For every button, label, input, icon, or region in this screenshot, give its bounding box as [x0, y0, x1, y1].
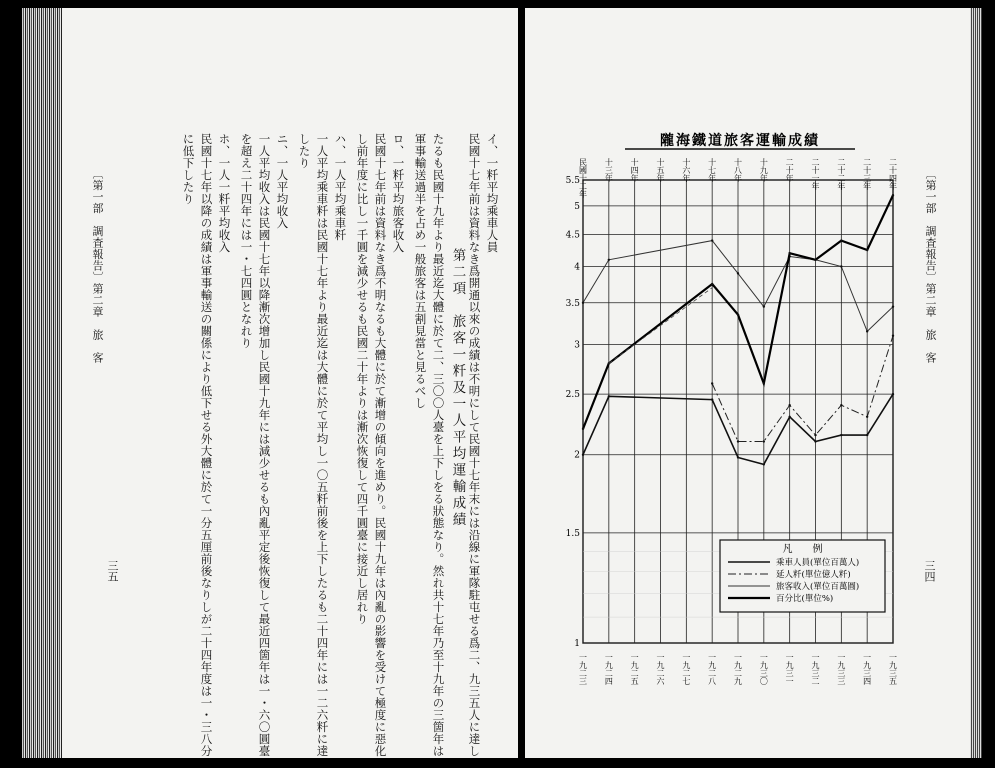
series-point-0 [582, 454, 584, 456]
top-year-label: 十八年 [733, 158, 743, 182]
legend-label: 乘車人員(單位百萬人) [776, 558, 860, 568]
series-point-3 [866, 249, 868, 251]
line-chart [525, 8, 970, 758]
chart-title: 隴海鐵道旅客運輸成績 [660, 133, 820, 149]
para-ho-line-2: に低下したり [181, 133, 196, 205]
section-title: 第二項 旅客一粁及一人平均運輸成績 [449, 248, 466, 529]
series-point-2 [711, 239, 713, 241]
top-year-label: 民國十二年 [578, 158, 588, 198]
para-ro-line-2: し前年度に比し一千圓を減少せるも民國二十年よりは漸次恢復して四千圓臺に接近し居れり [355, 133, 370, 625]
series-point-1 [892, 335, 894, 337]
series-point-3 [711, 283, 713, 285]
ytick-label: 5.5 [565, 176, 580, 186]
series-point-3 [788, 252, 790, 254]
top-year-label: 二十二年 [836, 158, 846, 190]
subheading-ha: ハ、一人平均乘車粁 [333, 133, 348, 241]
series-point-2 [763, 305, 765, 307]
xtick-label: 一九二八 [707, 653, 717, 685]
series-line-1 [712, 336, 893, 442]
para-ni-line-1: 一人平均收入は民國十七年以降漸次增加し民國十九年には減少せるも內亂平定後恢復して最近四箇年は一・六〇圓臺 [257, 133, 272, 757]
para-i-line-1: 民國十七年前は資料なき爲開通以來の成績は不明にして民國十七年末には沿線に軍隊駐屯せる爲二、九三五人に達し [467, 133, 482, 757]
top-year-label: 十四年 [630, 158, 640, 182]
xtick-label: 一九三三 [836, 653, 846, 685]
subheading-i: イ、一粁平均乘車人員 [485, 133, 500, 253]
book-edge [970, 8, 982, 758]
series-point-3 [737, 313, 739, 315]
para-ro-line-1: 民國十七年前は資料なき爲不明なるも大體に於て漸增の傾向を進めり。民國十九年は內亂の影響を受けて極度に惡化 [373, 133, 388, 757]
series-point-2 [737, 272, 739, 274]
series-point-3 [582, 428, 584, 430]
legend-label: 百分比(單位%) [776, 594, 834, 604]
series-point-0 [737, 456, 739, 458]
top-year-label: 二十四年 [888, 158, 898, 190]
subheading-ho: ホ、一人一粁平均收入 [217, 133, 232, 253]
series-point-0 [788, 416, 790, 418]
para-ha-line-2: したり [297, 133, 312, 169]
para-ni-line-2: を超え二十四年には一・七四圓となれり [239, 133, 254, 349]
top-year-label: 二十年 [785, 158, 795, 182]
top-year-label: 十九年 [759, 158, 769, 182]
ytick-label: 4 [574, 262, 580, 273]
xtick-label: 一九二七 [681, 653, 691, 685]
top-year-label: 十五年 [656, 158, 665, 182]
series-point-1 [737, 440, 739, 442]
series-point-3 [892, 194, 894, 196]
xtick-label: 一九三〇 [759, 653, 769, 685]
running-head-right: 〔第一部 調査報告〕第二章 旅 客 [924, 168, 937, 364]
series-point-0 [840, 434, 842, 436]
xtick-label: 一九三四 [862, 653, 872, 685]
para-ha-line-1: 一人平均乘車粁は民國十七年より最近迄は大體に於て平均し一〇五粁前後を上下したるも二十四年には一二六粁に達 [315, 133, 330, 757]
xtick-label: 一九三二 [811, 653, 820, 685]
subheading-ro: ロ、一粁平均旅客收入 [391, 133, 406, 253]
ytick-label: 2.5 [565, 390, 580, 401]
ytick-label: 4.5 [565, 230, 580, 241]
ytick-label: 1 [574, 639, 580, 649]
chart-legend [720, 540, 885, 612]
ytick-label: 2 [574, 450, 580, 461]
subheading-ni: ニ、一人平均收入 [275, 133, 290, 229]
ytick-label: 3 [574, 340, 580, 351]
series-point-3 [814, 259, 816, 261]
legend-label: 延人粁(單位億人粁) [776, 570, 851, 580]
para-ho-line-1: 民國十七年以降の成績は軍事輸送の關係により低下せる外大體に於て一分五厘前後なりしが二十四年度は一・三八分 [199, 133, 214, 757]
series-point-0 [866, 434, 868, 436]
para-i-line-3: 軍事輸送過半を占め一般旅客は五割見當と見るべし [413, 133, 428, 409]
series-point-2 [892, 305, 894, 307]
series-point-1 [711, 382, 713, 384]
right-page [525, 8, 970, 758]
series-point-1 [866, 416, 868, 418]
book-spine-edge [22, 8, 62, 758]
page-number: 三五 [106, 560, 119, 582]
xtick-label: 一九二九 [733, 653, 743, 685]
series-point-2 [608, 259, 610, 261]
series-point-0 [711, 398, 713, 400]
series-point-1 [814, 434, 816, 436]
xtick-label: 一九二四 [604, 653, 614, 685]
page-number-right: 三四 [923, 560, 936, 582]
ytick-label: 3.5 [565, 298, 580, 309]
series-point-2 [840, 265, 842, 267]
left-page [62, 8, 518, 758]
series-point-3 [763, 382, 765, 384]
xtick-label: 一九二六 [656, 653, 665, 685]
series-point-3 [840, 239, 842, 241]
series-point-2 [866, 330, 868, 332]
para-i-line-2: たるも民國十九年より最近迄大體に於て二、三〇〇人臺を上下しをる狀態なり。然れ共十七年乃至十九年の三箇年は [431, 133, 446, 757]
xtick-label: 一九二三 [578, 653, 588, 685]
top-year-label: 十七年 [707, 158, 717, 182]
xtick-label: 一九二五 [630, 653, 640, 685]
top-year-label: 二十一年 [811, 158, 820, 190]
series-point-0 [763, 463, 765, 465]
series-point-0 [892, 393, 894, 395]
series-point-1 [840, 404, 842, 406]
legend-label: 旅客收入(單位百萬圓) [776, 582, 860, 592]
series-point-1 [763, 440, 765, 442]
top-year-label: 二十三年 [862, 158, 872, 190]
ytick-label: 5 [574, 201, 580, 212]
series-point-1 [788, 404, 790, 406]
ytick-label: 1.5 [565, 528, 580, 539]
running-head: 〔第一部 調査報告〕第二章 旅 客 [91, 168, 104, 364]
xtick-label: 一九三一 [785, 653, 795, 685]
series-point-0 [608, 395, 610, 397]
xtick-label: 一九三五 [888, 653, 898, 685]
top-year-label: 十六年 [681, 158, 691, 182]
legend-title: 凡 例 [782, 544, 823, 555]
series-point-2 [582, 302, 584, 304]
series-point-0 [814, 440, 816, 442]
top-year-label: 十三年 [604, 158, 614, 182]
